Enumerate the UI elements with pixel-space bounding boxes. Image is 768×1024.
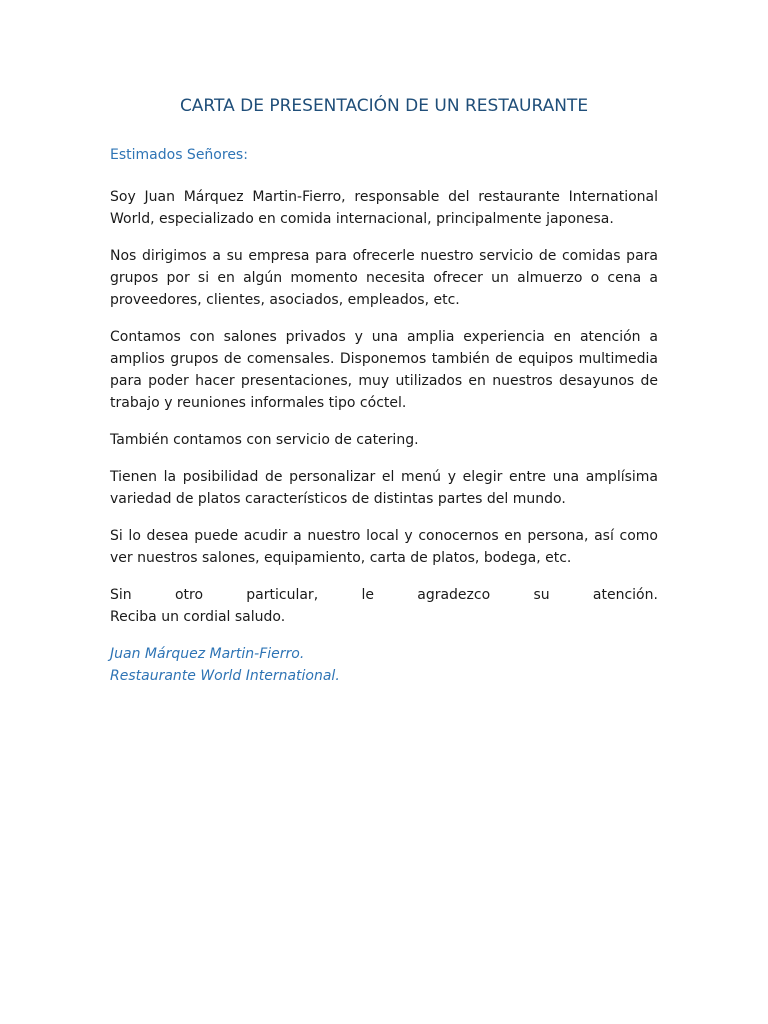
signature-block bbox=[110, 643, 658, 687]
paragraph-facilities: Contamos con salones privados y una amplia experiencia en atención a amplios grupos de comensales. Disponemos también de equipos multimedia para poder hacer presentaciones, muy utilizados en nuestros desayunos de trabajo y reuniones informales tipo cóctel. bbox=[110, 329, 658, 411]
paragraph-visit: Si lo desea puede acudir a nuestro local y conocernos en persona, así como ver nuestros salones, equipamiento, carta de platos, bodega, etc. bbox=[110, 528, 658, 566]
closing-word: particular, bbox=[246, 587, 319, 603]
paragraph-introduction: Soy Juan Márquez Martin-Fierro, responsable del restaurante International World, especializado en comida internacional, principalmente japonesa. bbox=[110, 189, 658, 227]
signature-name: Juan Márquez Martin-Fierro. bbox=[110, 646, 305, 662]
closing-line-2: Reciba un cordial saludo. bbox=[110, 609, 286, 625]
letter-closing bbox=[110, 584, 658, 628]
closing-word: otro bbox=[174, 587, 204, 603]
closing-word: su bbox=[533, 587, 550, 603]
letter-page bbox=[110, 96, 658, 687]
closing-word: le bbox=[361, 587, 374, 603]
closing-word: atención. bbox=[592, 587, 658, 603]
paragraph-catering: También contamos con servicio de catering. bbox=[110, 432, 419, 448]
paragraph-menu: Tienen la posibilidad de personalizar el menú y elegir entre una amplísima variedad de platos característicos de distintas partes del mundo. bbox=[110, 469, 658, 507]
letter-title: CARTA DE PRESENTACIÓN DE UN RESTAURANTE bbox=[179, 96, 589, 116]
closing-word: Sin bbox=[110, 587, 132, 603]
closing-line-1 bbox=[110, 584, 658, 606]
signature-company: Restaurante World International. bbox=[110, 668, 340, 684]
closing-word: agradezco bbox=[417, 587, 491, 603]
paragraph-service-offer: Nos dirigimos a su empresa para ofrecerle nuestro servicio de comidas para grupos por si en algún momento necesita ofrecer un almuerzo o cena a proveedores, clientes, asociados, empleados, etc. bbox=[110, 248, 658, 308]
letter-greeting: Estimados Señores: bbox=[110, 147, 248, 163]
